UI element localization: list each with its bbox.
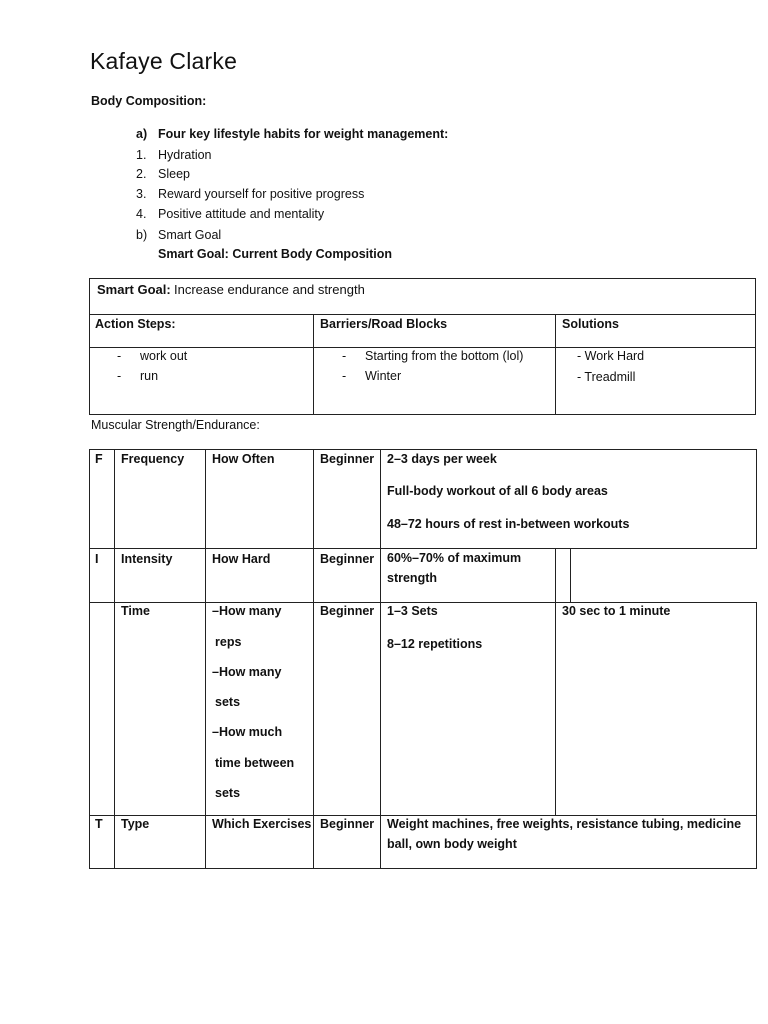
fitt-question-line: –How many [212,604,282,618]
fitt-detail: 2–3 days per week [387,452,497,466]
habit-marker: 3. [136,187,147,201]
table-rule [89,314,756,315]
fitt-question-line: sets [215,695,241,709]
fitt-detail: 60%–70% of maximum [387,551,522,565]
solution: - Treadmill [577,370,636,384]
item-a-marker: a) [136,127,148,141]
section-label-body-composition: Body Composition: [91,94,207,108]
document-title: Kafaye Clarke [90,48,238,74]
fitt-letter: I [95,552,99,566]
solution: - Work Hard [577,349,645,363]
fitt-rest: 30 sec to 1 minute [562,604,671,618]
header-barriers: Barriers/Road Blocks [320,317,448,331]
fitt-question-line: –How many [212,665,282,679]
fitt-detail: Weight machines, free weights, resistance tubing, medicine [387,817,742,831]
fitt-question-line: time between [215,756,295,770]
fitt-detail: 8–12 repetitions [387,637,483,651]
fitt-question-line: –How much [212,725,283,739]
habit-text: Hydration [158,148,212,162]
bullet-dash: - [117,369,122,383]
fitt-name: Time [121,604,150,618]
fitt-question-line: sets [215,786,241,800]
action-step: work out [140,349,188,363]
item-a-text: Four key lifestyle habits for weight management: [158,127,449,141]
habit-marker: 1. [136,148,147,162]
header-action-steps: Action Steps: [95,317,176,331]
fitt-level: Beginner [320,552,375,566]
habit-marker: 4. [136,207,147,221]
table-rule [555,314,556,415]
fitt-question: How Hard [212,552,271,566]
table-rule [313,314,314,415]
fitt-question-line: reps [215,635,242,649]
barrier: Winter [365,369,402,383]
fitt-detail: ball, own body weight [387,837,517,851]
habit-marker: 2. [136,167,147,181]
fitt-table-grid [89,449,757,869]
smart-goal-label: Smart Goal: [97,282,171,297]
action-step: run [140,369,159,383]
bullet-dash: - [342,369,347,383]
bullet-dash: - [117,349,122,363]
fitt-detail: Full-body workout of all 6 body areas [387,484,608,498]
fitt-detail: 48–72 hours of rest in-between workouts [387,517,630,531]
habit-text: Reward yourself for positive progress [158,187,365,201]
smart-goal-subheading: Smart Goal: Current Body Composition [158,247,393,261]
fitt-question: How Often [212,452,275,466]
fitt-letter: F [95,452,103,466]
fitt-question: Which Exercises [212,817,312,831]
item-b-marker: b) [136,228,148,242]
item-b-text: Smart Goal [158,228,222,242]
fitt-letter: T [95,817,103,831]
smart-goal-text: Increase endurance and strength [174,282,365,297]
fitt-name: Frequency [121,452,185,466]
habit-text: Sleep [158,167,190,181]
fitt-detail: strength [387,571,437,585]
habit-text: Positive attitude and mentality [158,207,325,221]
section-label-muscular: Muscular Strength/Endurance: [91,418,260,432]
header-solutions: Solutions [562,317,619,331]
fitt-level: Beginner [320,452,375,466]
fitt-level: Beginner [320,817,375,831]
fitt-detail: 1–3 Sets [387,604,438,618]
fitt-name: Intensity [121,552,173,566]
fitt-name: Type [121,817,150,831]
barrier: Starting from the bottom (lol) [365,349,524,363]
bullet-dash: - [342,349,347,363]
table-rule [89,347,756,348]
fitt-level: Beginner [320,604,375,618]
